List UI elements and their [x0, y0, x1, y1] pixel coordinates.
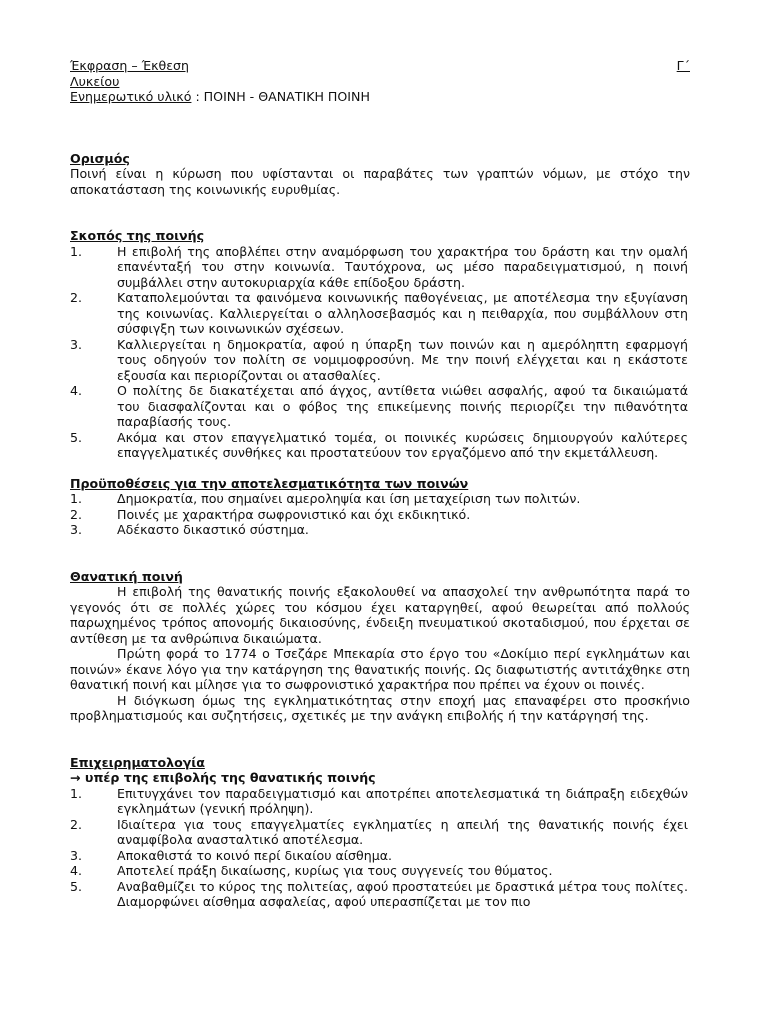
- list-item: 4. Αποτελεί πράξη δικαίωσης, κυρίως για τους συγγενείς του θύματος.: [70, 863, 553, 878]
- grade-label: Γ΄: [676, 58, 690, 73]
- list-item: 2. Καταπολεμούνται τα φαινόμενα κοινωνικής παθογένειας, με αποτέλεσμα την εξυγίανση της κοινωνίας. Καλλιεργείται ο αλληλοσεβασμός και η πειθαρχία, που συμβάλλουν στη σύσφιγξη των κοινωνικών σχέσεων.: [70, 290, 688, 336]
- list-item: 3. Αποκαθιστά το κοινό περί δικαίου αίσθημα.: [70, 847, 393, 863]
- definition-text: Ποινή είναι η κύρωση που υφίστανται οι παραβάτες των γραπτών νόμων, με στόχο την αποκατάσταση της κοινωνικής ευρυθμίας.: [70, 166, 690, 197]
- list-item: 3. Αδέκαστο δικαστικό σύστημα.: [70, 522, 309, 537]
- material-label: Ενημερωτικό υλικό: [70, 89, 192, 104]
- death-penalty-paragraph: Η διόγκωση όμως της εγκληματικότητας στην εποχή μας επαναφέρει στο προσκήνιο προβληματισμούς και συζητήσεις, σχετικές με την ανάγκη επιβολής ή την κατάργησή της.: [70, 692, 690, 723]
- list-item: 1. Η επιβολή της αποβλέπει στην αναμόρφωση του χαρακτήρα του δράστη και την ομαλή επανένταξή του στην κοινωνία. Ταυτόχρονα, ως μέσο παραδειγματισμού, η ποινή συμβάλλει στην αυτοκυριαρχία κάθε επίδοξου δράστη.: [70, 243, 688, 290]
- list-item: 3. Καλλιεργείται η δημοκρατία, αφού η ύπαρξη των ποινών και η αμερόληπτη εφαρμογή τους οδηγούν τον πολίτη σε νομιμοφροσύνη. Με την ποινή ελέγχεται και η εκάστοτε εξουσία και περιορίζονται οι ατασθαλίες.: [70, 336, 688, 383]
- list-item: 1. Επιτυγχάνει τον παραδειγματισμό και αποτρέπει αποτελεσματικά τη διάπραξη ειδεχθών εγκλημάτων (γενική πρόληψη).: [70, 785, 688, 816]
- purpose-heading: Σκοπός της ποινής: [70, 228, 205, 243]
- purpose-list: [70, 244, 690, 461]
- document-page: [70, 58, 690, 910]
- arguments-for-subheading: → υπέρ της επιβολής της θανατικής ποινής: [70, 770, 376, 785]
- arguments-for-list: [70, 786, 690, 910]
- conditions-list: [70, 491, 690, 538]
- doc-header: [70, 58, 690, 74]
- subject-title: Έκφραση – Έκθεση: [70, 58, 189, 73]
- death-penalty-paragraph: Πρώτη φορά το 1774 ο Τσεζάρε Μπεκαρία στο έργο του «Δοκίμιο περί εγκλημάτων και ποινών» έκανε λόγο για την κατάργηση της θανατικής ποινής. Ως διαφωτιστής αντιτάχθηκε στη θανατική ποινή και μίλησε για το σωφρονιστικό χαρακτήρα που πρέπει να έχουν οι ποινές.: [70, 646, 690, 692]
- material-line: [70, 89, 690, 105]
- definition-heading: Ορισμός: [70, 150, 130, 166]
- list-item: 5. Ακόμα και στον επαγγελματικό τομέα, οι ποινικές κυρώσεις δημιουργούν καλύτερες επαγγελματικές συνθήκες και προστατεύουν τον εργαζόμενο από την εκμετάλλευση.: [70, 429, 688, 460]
- school-level: Λυκείου: [70, 73, 120, 89]
- death-penalty-heading: Θανατική ποινή: [70, 568, 183, 584]
- material-topic: : ΠΟΙΝΗ - ΘΑΝΑΤΙΚΗ ΠΟΙΝΗ: [191, 89, 370, 104]
- list-item: 2. Ποινές με χαρακτήρα σωφρονιστικό και όχι εκδικητικό.: [70, 506, 471, 522]
- list-item: 2. Ιδιαίτερα για τους επαγγελματίες εγκληματίες η απειλή της θανατικής ποινής έχει αναμφίβολα ανασταλτικό αποτέλεσμα.: [70, 816, 688, 847]
- death-penalty-paragraph: Η επιβολή της θανατικής ποινής εξακολουθεί να απασχολεί την ανθρωπότητα παρά το γεγονός ότι σε πολλές χώρες του κόσμου έχει καταργηθεί, αφού θεωρείται από πολλούς παρωχημένος τρόπος απονομής δικαιοσύνης, ένδειξη πνευματικού σκοταδισμού, που έρχεται σε αντίθεση με τα ανθρώπινα δικαιώματα.: [70, 584, 690, 646]
- list-item: 5. Αναβαθμίζει το κύρος της πολιτείας, αφού προστατεύει με δραστικά μέτρα τους πολίτες. Διαμορφώνει αίσθημα ασφαλείας, αφού υπερασπίζεται με τον πιο: [70, 878, 688, 909]
- list-item: 1. Δημοκρατία, που σημαίνει αμεροληψία και ίση μεταχείριση των πολιτών.: [70, 491, 581, 506]
- argumentation-heading: Επιχειρηματολογία: [70, 754, 205, 770]
- conditions-heading: Προϋποθέσεις για την αποτελεσματικότητα των ποινών: [70, 475, 469, 491]
- list-item: 4. Ο πολίτης δε διακατέχεται από άγχος, αντίθετα νιώθει ασφαλής, αφού τα δικαιώματά του διασφαλίζονται και ο φόβος της επικείμενης ποινής περιορίζει την πιθανότητα παραβίασής τους.: [70, 383, 688, 429]
